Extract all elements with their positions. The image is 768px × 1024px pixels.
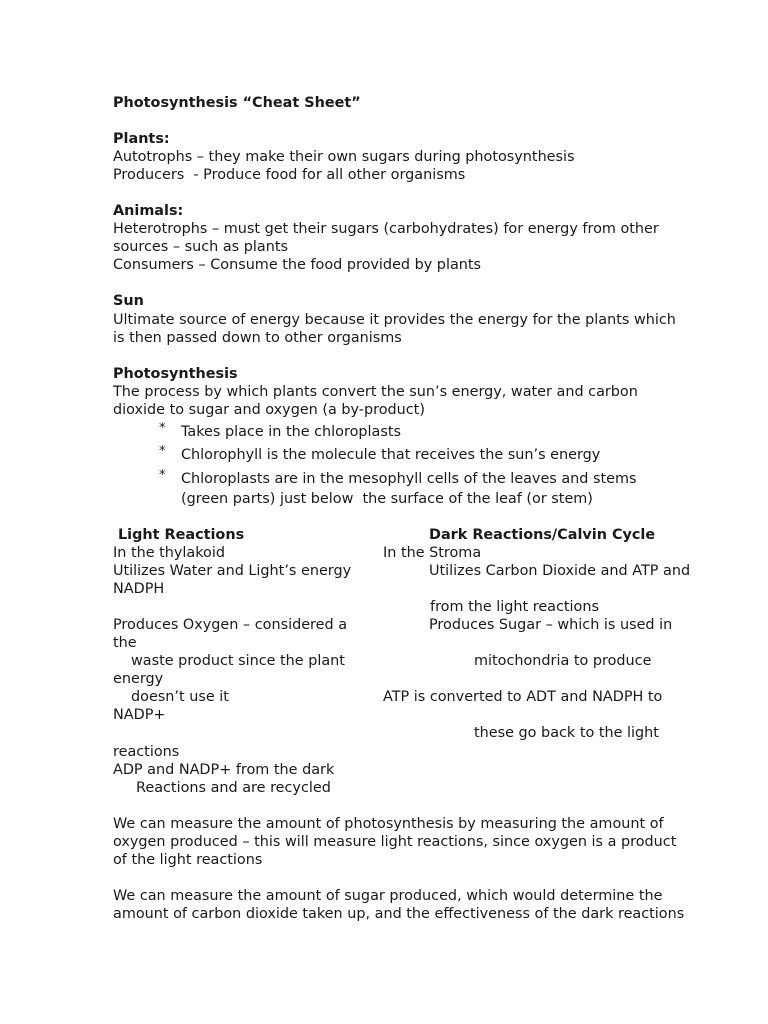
plants-line-1: Autotrophs – they make their own sugars during photosynthesis	[113, 149, 575, 165]
animals-line-2: sources – such as plants	[113, 239, 288, 255]
measure-sugar-line-1: We can measure the amount of sugar produced, which would determine the	[113, 888, 663, 904]
light-line-6: waste product since the plant	[131, 653, 345, 669]
dark-line-2: Utilizes Carbon Dioxide and ATP and	[429, 563, 691, 579]
bullet-marker: *	[159, 444, 166, 459]
light-line-7: energy	[113, 671, 164, 687]
bullet-item-1: Takes place in the chloroplasts	[181, 424, 401, 440]
measure-oxygen-line-2: oxygen produced – this will measure light reactions, since oxygen is a product	[113, 834, 677, 850]
dark-line-7: these go back to the light	[474, 725, 659, 741]
light-line-11: ADP and NADP+ from the dark	[113, 762, 335, 778]
photosynthesis-line-2: dioxide to sugar and oxygen (a by-product)	[113, 402, 425, 418]
plants-line-2: Producers - Produce food for all other organisms	[113, 167, 466, 183]
light-line-4: Produces Oxygen – considered a	[113, 617, 348, 633]
photosynthesis-line-1: The process by which plants convert the sun’s energy, water and carbon	[113, 384, 638, 400]
dark-line-6: ATP is converted to ADT and NADPH to	[383, 689, 663, 705]
animals-line-1: Heterotrophs – must get their sugars (carbohydrates) for energy from other	[113, 221, 659, 237]
dark-reactions-heading: Dark Reactions/Calvin Cycle	[429, 527, 656, 543]
light-line-2: Utilizes Water and Light’s energy	[113, 563, 352, 579]
dark-line-3: from the light reactions	[430, 599, 599, 615]
plants-heading: Plants:	[113, 131, 170, 147]
sun-line-2: is then passed down to other organisms	[113, 330, 402, 346]
photosynthesis-heading: Photosynthesis	[113, 366, 238, 382]
bullet-marker: *	[159, 468, 166, 483]
animals-heading: Animals:	[113, 203, 184, 219]
light-line-3: NADPH	[113, 581, 165, 597]
bullet-marker: *	[159, 421, 166, 436]
light-line-12: Reactions and are recycled	[136, 780, 331, 796]
light-line-10: reactions	[113, 744, 180, 760]
sun-line-1: Ultimate source of energy because it provides the energy for the plants which	[113, 312, 676, 328]
measure-oxygen-line-1: We can measure the amount of photosynthesis by measuring the amount of	[113, 816, 664, 832]
light-reactions-heading: Light Reactions	[118, 527, 245, 543]
document-title: Photosynthesis “Cheat Sheet”	[113, 95, 361, 111]
light-line-9: NADP+	[113, 707, 166, 723]
bullet-item-3-line-2: (green parts) just below the surface of the leaf (or stem)	[181, 491, 593, 507]
measure-oxygen-line-3: of the light reactions	[113, 852, 263, 868]
sun-heading: Sun	[113, 293, 144, 309]
dark-line-1: In the Stroma	[383, 545, 482, 561]
bullet-item-3-line-1: Chloroplasts are in the mesophyll cells of the leaves and stems	[181, 471, 637, 487]
light-line-5: the	[113, 635, 137, 651]
animals-line-3: Consumers – Consume the food provided by plants	[113, 257, 482, 273]
dark-line-5: mitochondria to produce	[474, 653, 652, 669]
bullet-item-2: Chlorophyll is the molecule that receives the sun’s energy	[181, 447, 601, 463]
dark-line-4: Produces Sugar – which is used in	[429, 617, 673, 633]
light-line-8: doesn’t use it	[131, 689, 229, 705]
light-line-1: In the thylakoid	[113, 545, 225, 561]
measure-sugar-line-2: amount of carbon dioxide taken up, and the effectiveness of the dark reactions	[113, 906, 685, 922]
